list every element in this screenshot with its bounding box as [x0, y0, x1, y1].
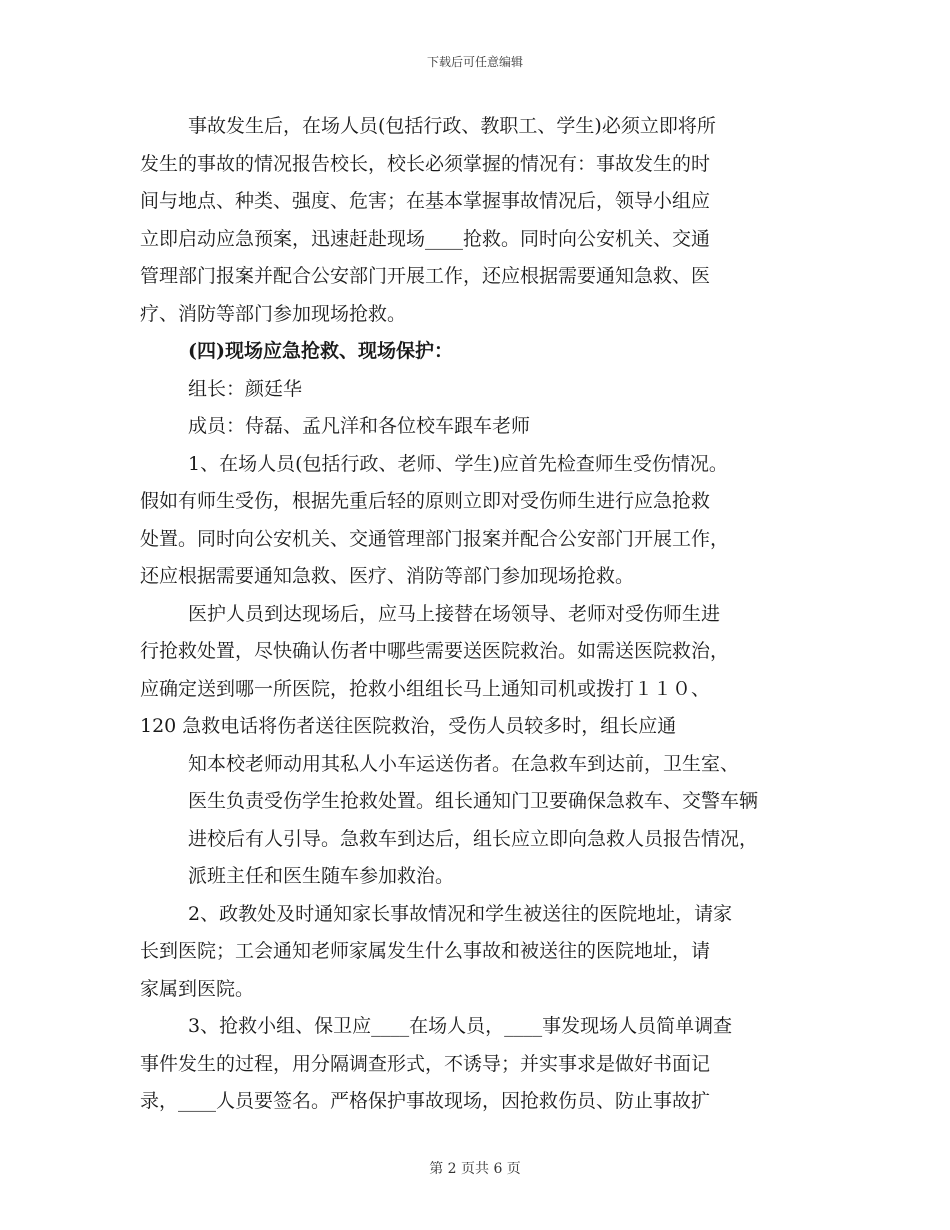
- text-line: 成员：侍磊、孟凡洋和各位校车跟车老师: [188, 415, 531, 437]
- text-line: 假如有师生受伤，根据先重后轻的原则立即对受伤师生进行应急抢救: [140, 490, 711, 512]
- text-line: 进校后有人引导。急救车到达后，组长应立即向急救人员报告情况，: [188, 827, 759, 850]
- text-line: 长到医院；工会通知老师家属发生什么事故和被送往的医院地址，请: [140, 940, 711, 962]
- page-header: 下载后可任意编辑: [426, 55, 523, 69]
- text-line: 组长：颜廷华: [188, 377, 303, 400]
- paragraph: [140, 408, 810, 446]
- text-line: 录，____人员要签名。严格保护事故现场，因抢救伤员、防止事故扩: [140, 1090, 711, 1112]
- text-line: 管理部门报案并配合公安部门开展工作，还应根据需要通知急救、医: [140, 265, 711, 287]
- text-line: 事件发生的过程，用分隔调查形式，不诱导；并实事求是做好书面记: [140, 1052, 711, 1075]
- text-line: (四)现场应急抢救、现场保护：: [188, 340, 453, 362]
- text-line: 120 急救电话将伤者送往医院救治，受伤人员较多时，组长应通: [140, 715, 677, 737]
- page-footer: 第 2 页共 6 页: [429, 1161, 521, 1177]
- text-line: 家属到医院。: [140, 977, 255, 1000]
- text-line: 立即启动应急预案，迅速赶赴现场____抢救。同时向公安机关、交通: [140, 227, 711, 250]
- text-line: 派班主任和医生随车参加救治。: [188, 865, 455, 887]
- text-line: 医生负责受伤学生抢救处置。组长通知门卫要确保急救车、交警车辆: [188, 790, 759, 812]
- text-line: 疗、消防等部门参加现场抢救。: [140, 302, 407, 325]
- text-line: 事故发生后，在场人员(包括行政、教职工、学生)必须立即将所: [188, 115, 716, 137]
- text-line: 处置。同时向公安机关、交通管理部门报案并配合公安部门开展工作，: [140, 527, 730, 550]
- text-line: 行抢救处置，尽快确认伤者中哪些需要送医院救治。如需送医院救治，: [140, 640, 730, 662]
- paragraph: [140, 371, 810, 409]
- text-line: 应确定送到哪一所医院，抢救小组组长马上通知司机或拨打１１０、: [140, 677, 711, 700]
- paragraph: [140, 333, 810, 371]
- paragraph: [140, 896, 810, 1009]
- paragraph: [140, 1008, 810, 1121]
- text-line: 还应根据需要通知急救、医疗、消防等部门参加现场抢救。: [140, 565, 635, 587]
- text-line: 发生的事故的情况报告校长，校长必须掌握的情况有：事故发生的时: [140, 152, 711, 175]
- text-line: 知本校老师动用其私人小车运送伤者。在急救车到达前，卫生室、: [188, 752, 740, 775]
- text-line: 医护人员到达现场后，应马上接替在场领导、老师对受伤师生进: [188, 602, 721, 625]
- paragraph: [140, 596, 810, 746]
- paragraph: [140, 746, 810, 896]
- text-line: 3、抢救小组、保卫应____在场人员，____事发现场人员简单调查: [188, 1015, 733, 1037]
- paragraph: [140, 446, 810, 596]
- text-line: 间与地点、种类、强度、危害；在基本掌握事故情况后，领导小组应: [140, 190, 711, 212]
- document-body: [140, 108, 810, 1121]
- text-line: 2、政教处及时通知家长事故情况和学生被送往的医院地址，请家: [188, 902, 733, 925]
- text-line: 1、在场人员(包括行政、老师、学生)应首先检查师生受伤情况。: [188, 452, 728, 475]
- paragraph: [140, 108, 810, 333]
